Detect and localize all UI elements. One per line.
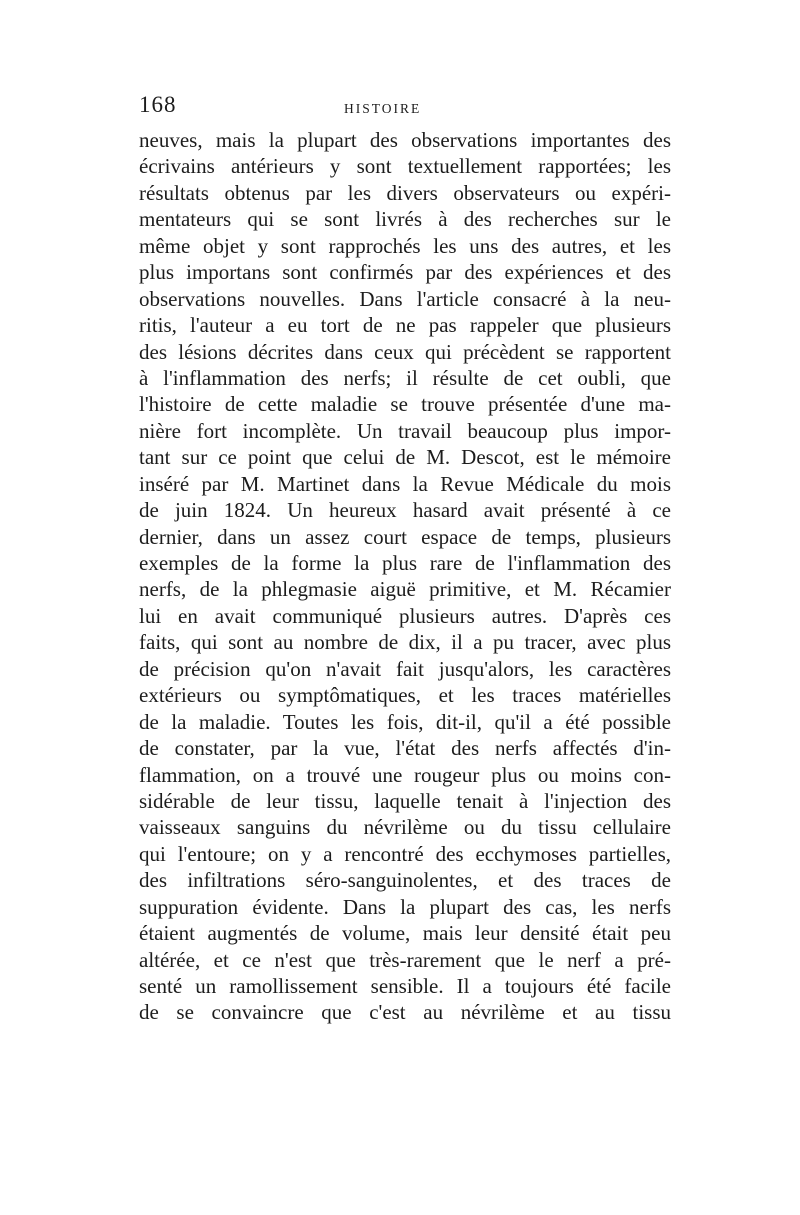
text-line: résultats obtenus par les divers observateurs ou expéri- [139, 180, 671, 205]
text-line: flammation, on a trouvé une rougeur plus ou moins con- [139, 762, 671, 787]
text-line: sidérable de leur tissu, laquelle tenait à l'injection des [139, 788, 671, 813]
text-line: à l'inflammation des nerfs; il résulte de cet oubli, que [139, 365, 671, 390]
text-line: des lésions décrites dans ceux qui précèdent se rapportent [139, 339, 671, 364]
text-line: observations nouvelles. Dans l'article consacré à la neu- [139, 286, 671, 311]
text-line: suppuration évidente. Dans la plupart des cas, les nerfs [139, 894, 671, 919]
text-line: des infiltrations séro-sanguinolentes, et des traces de [139, 868, 671, 893]
text-line: exemples de la forme la plus rare de l'inflammation des [139, 551, 671, 575]
text-line: altérée, et ce n'est que très-rarement que le nerf a pré- [139, 947, 671, 972]
text-line: de constater, par la vue, l'état des nerfs affectés d'in- [139, 736, 671, 761]
text-line: plus importans sont confirmés par des expériences et des [139, 260, 671, 285]
text-line: l'histoire de cette maladie se trouve présentée d'une ma- [139, 392, 671, 417]
text-line: tant sur ce point que celui de M. Descot, est le mémoire [139, 445, 671, 470]
body-text [139, 127, 671, 1026]
text-line: de la maladie. Toutes les fois, dit-il, qu'il a été possible [139, 709, 671, 734]
text-line: de précision qu'on n'avait fait jusqu'alors, les caractères [139, 656, 671, 681]
text-line: inséré par M. Martinet dans la Revue Médicale du mois [139, 471, 671, 496]
text-line: vaisseaux sanguins du névrilème ou du tissu cellulaire [139, 815, 671, 840]
text-line: qui l'entoure; on y a rencontré des ecchymoses partielles, [139, 841, 671, 866]
text-line: ritis, l'auteur a eu tort de ne pas rappeler que plusieurs [139, 313, 671, 338]
running-head: HISTOIRE [344, 101, 422, 116]
text-line: de juin 1824. Un heureux hasard avait présenté à ce [139, 498, 671, 523]
text-line: faits, qui sont au nombre de dix, il a pu tracer, avec plus [139, 630, 671, 655]
text-line: mentateurs qui se sont livrés à des recherches sur le [139, 207, 671, 232]
text-line: même objet y sont rapprochés les uns des autres, et les [139, 233, 671, 258]
text-line: de se convaincre que c'est au névrilème et au tissu [139, 1000, 671, 1025]
text-line: extérieurs ou symptômatiques, et les traces matérielles [139, 683, 671, 708]
text-line: écrivains antérieurs y sont textuellement rapportées; les [139, 154, 671, 179]
text-line: nière fort incomplète. Un travail beaucoup plus impor- [139, 418, 671, 443]
text-line: senté un ramollissement sensible. Il a toujours été facile [139, 974, 671, 998]
text-line: étaient augmentés de volume, mais leur densité était peu [139, 921, 671, 946]
text-line: lui en avait communiqué plusieurs autres. D'après ces [139, 603, 671, 628]
page-number: 168 [139, 92, 177, 117]
page-header [139, 92, 671, 122]
text-line: nerfs, de la phlegmasie aiguë primitive, et M. Récamier [139, 577, 671, 602]
text-line: dernier, dans un assez court espace de temps, plusieurs [139, 524, 671, 549]
text-line: neuves, mais la plupart des observations importantes des [139, 128, 671, 152]
